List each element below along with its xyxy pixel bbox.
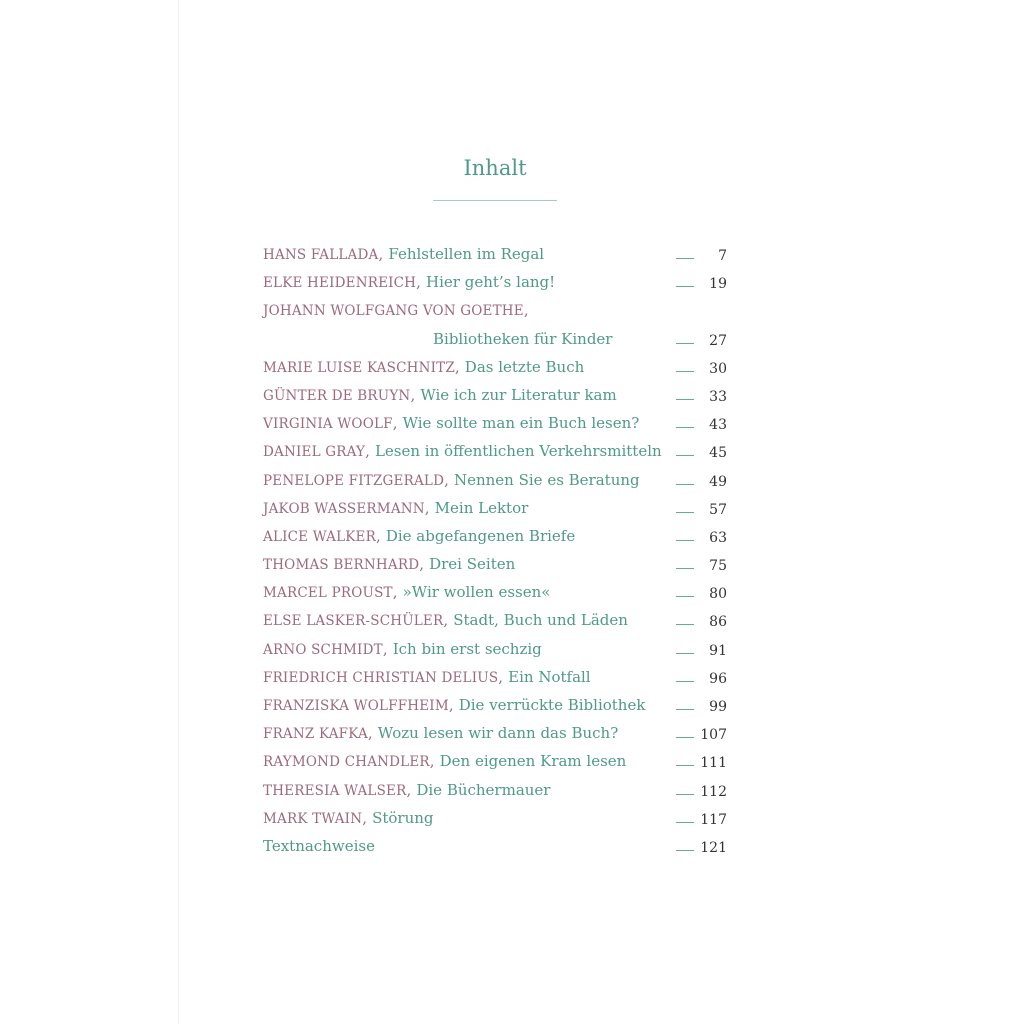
entry-page-number: 99 bbox=[709, 699, 727, 715]
entry-separator: , bbox=[454, 357, 460, 376]
page-gutter-line bbox=[178, 0, 179, 1024]
entry-author: FRANZ KAFKA bbox=[263, 726, 368, 743]
entry-title: Stadt, Buch und Läden bbox=[453, 611, 628, 630]
entry-title: Störung bbox=[372, 808, 434, 827]
toc-entry[interactable] bbox=[263, 522, 733, 550]
entry-title: Die verrückte Bibliothek bbox=[458, 696, 646, 714]
leader-dash bbox=[676, 709, 694, 710]
leader-dash bbox=[676, 427, 694, 428]
entry-author: HANS FALLADA bbox=[263, 247, 379, 263]
entry-separator: , bbox=[444, 470, 449, 489]
entry-page-number: 33 bbox=[709, 388, 727, 405]
leader-dash bbox=[676, 794, 694, 795]
entry-title: Wie sollte man ein Buch lesen? bbox=[402, 414, 640, 433]
entry-title: Die Büchermauer bbox=[416, 780, 551, 799]
entry-separator: , bbox=[365, 442, 370, 461]
toc-entry-credits[interactable] bbox=[263, 832, 733, 860]
leader-dash bbox=[676, 850, 694, 851]
toc-entry[interactable] bbox=[263, 437, 733, 465]
leader-dash bbox=[676, 399, 694, 400]
toc-entry[interactable] bbox=[263, 381, 733, 409]
entry-title: Den eigenen Kram lesen bbox=[439, 752, 627, 771]
toc-entry-title-line[interactable] bbox=[263, 325, 733, 353]
leader-dash bbox=[676, 343, 694, 344]
leader-dash bbox=[676, 455, 694, 456]
entry-page-number: 45 bbox=[709, 445, 727, 462]
leader-dash bbox=[676, 596, 694, 597]
entry-separator: , bbox=[410, 385, 416, 404]
entry-author: GÜNTER DE BRUYN bbox=[263, 387, 411, 404]
leader-dash bbox=[676, 484, 694, 485]
entry-page-number: 30 bbox=[709, 360, 727, 377]
leader-dash bbox=[676, 681, 694, 682]
entry-page-number: 57 bbox=[709, 501, 727, 518]
entry-title: Nennen Sie es Beratung bbox=[453, 470, 640, 489]
toc-entry[interactable] bbox=[263, 804, 733, 832]
entry-author: MARIE LUISE KASCHNITZ bbox=[263, 359, 455, 376]
toc-entry[interactable] bbox=[263, 466, 733, 494]
entry-author: DANIEL GRAY bbox=[263, 444, 366, 461]
entry-title: Lesen in öffentlichen Verkehrsmitteln bbox=[374, 442, 662, 461]
table-of-contents bbox=[263, 240, 733, 860]
entry-author: MARCEL PROUST bbox=[263, 585, 393, 602]
entry-author: THERESIA WALSER bbox=[263, 782, 407, 799]
entry-title: Wozu lesen wir dann das Buch? bbox=[377, 724, 619, 743]
toc-entry[interactable] bbox=[263, 663, 733, 691]
entry-page-number: 63 bbox=[709, 529, 727, 546]
entry-title: Fehlstellen im Regal bbox=[388, 245, 545, 263]
entry-page-number: 80 bbox=[709, 586, 727, 603]
entry-author: VIRGINIA WOOLF bbox=[263, 416, 393, 433]
entry-author: MARK TWAIN bbox=[263, 810, 363, 827]
toc-entry[interactable] bbox=[263, 719, 733, 747]
entry-page-number: 121 bbox=[700, 839, 727, 856]
entry-page-number: 43 bbox=[709, 417, 727, 434]
entry-separator: , bbox=[448, 696, 454, 714]
entry-title: Wie ich zur Literatur kam bbox=[420, 385, 617, 404]
page-title: Inhalt bbox=[463, 156, 527, 180]
entry-separator: , bbox=[523, 301, 529, 320]
toc-entry[interactable] bbox=[263, 550, 733, 578]
leader-dash bbox=[676, 568, 694, 569]
toc-entry[interactable] bbox=[263, 409, 733, 437]
entry-title: Drei Seiten bbox=[429, 555, 516, 574]
entry-author: ELSE LASKER-SCHÜLER bbox=[263, 613, 444, 630]
toc-entry[interactable] bbox=[263, 240, 733, 268]
toc-entry[interactable] bbox=[263, 578, 733, 606]
entry-page-number: 7 bbox=[718, 248, 727, 264]
entry-title: Bibliotheken für Kinder bbox=[433, 329, 613, 348]
toc-entry[interactable] bbox=[263, 691, 733, 719]
entry-separator: , bbox=[375, 526, 381, 545]
entry-page-number: 27 bbox=[709, 332, 727, 349]
entry-title: Mein Lektor bbox=[434, 498, 529, 517]
title-underline bbox=[433, 200, 557, 201]
entry-page-number: 111 bbox=[700, 755, 727, 772]
entry-separator: , bbox=[378, 245, 384, 263]
toc-entry-author-line[interactable] bbox=[263, 296, 733, 324]
entry-page-number: 107 bbox=[700, 727, 727, 744]
entry-title: Ich bin erst sechzig bbox=[392, 639, 542, 658]
entry-separator: , bbox=[416, 273, 421, 292]
toc-entry[interactable] bbox=[263, 268, 733, 296]
entry-author: ARNO SCHMIDT bbox=[263, 641, 383, 658]
entry-author: RAYMOND CHANDLER bbox=[263, 754, 430, 771]
entry-page-number: 19 bbox=[709, 276, 727, 293]
toc-entry[interactable] bbox=[263, 776, 733, 804]
entry-author: FRIEDRICH CHRISTIAN DELIUS bbox=[263, 669, 499, 686]
leader-dash bbox=[676, 258, 694, 259]
entry-author: FRANZISKA WOLFFHEIM bbox=[263, 698, 449, 714]
toc-entry[interactable] bbox=[263, 747, 733, 775]
leader-dash bbox=[676, 822, 694, 823]
leader-dash bbox=[676, 737, 694, 738]
leader-dash bbox=[676, 371, 694, 372]
leader-dash bbox=[676, 653, 694, 654]
toc-entry[interactable] bbox=[263, 606, 733, 634]
entry-separator: , bbox=[498, 667, 504, 686]
leader-dash bbox=[676, 765, 694, 766]
entry-author: JOHANN WOLFGANG VON GOETHE bbox=[263, 303, 524, 320]
entry-separator: , bbox=[419, 555, 425, 574]
entry-page-number: 49 bbox=[709, 473, 727, 490]
entry-author: ELKE HEIDENREICH bbox=[263, 275, 417, 292]
entry-page-number: 96 bbox=[709, 670, 727, 687]
entry-separator: , bbox=[429, 752, 435, 771]
entry-page-number: 112 bbox=[700, 783, 727, 800]
entry-title: Die abgefangenen Briefe bbox=[385, 526, 576, 545]
entry-page-number: 75 bbox=[709, 558, 727, 575]
entry-separator: , bbox=[367, 724, 373, 743]
entry-page-number: 86 bbox=[709, 614, 727, 631]
entry-separator: , bbox=[392, 583, 398, 602]
leader-dash bbox=[676, 286, 694, 287]
entry-separator: , bbox=[406, 780, 412, 799]
entry-author: ALICE WALKER bbox=[263, 528, 376, 545]
entry-title: Das letzte Buch bbox=[464, 357, 585, 376]
entry-page-number: 117 bbox=[700, 811, 727, 828]
entry-title: »Wir wollen essen« bbox=[402, 583, 551, 602]
entry-author: THOMAS BERNHARD bbox=[263, 557, 420, 574]
leader-dash bbox=[676, 624, 694, 625]
entry-separator: , bbox=[382, 639, 388, 658]
toc-entry[interactable] bbox=[263, 353, 733, 381]
entry-title: Ein Notfall bbox=[508, 667, 591, 686]
leader-dash bbox=[676, 540, 694, 541]
entry-author: PENELOPE FITZGERALD bbox=[263, 472, 445, 489]
entry-separator: , bbox=[392, 414, 398, 433]
entry-separator: , bbox=[362, 808, 367, 827]
leader-dash bbox=[676, 512, 694, 513]
toc-entry[interactable] bbox=[263, 494, 733, 522]
entry-title: Hier geht’s lang! bbox=[426, 273, 556, 292]
entry-separator: , bbox=[443, 611, 449, 630]
entry-separator: , bbox=[424, 498, 430, 517]
toc-entry[interactable] bbox=[263, 635, 733, 663]
entry-title: Textnachweise bbox=[263, 836, 375, 855]
entry-author: JAKOB WASSERMANN bbox=[263, 500, 425, 517]
entry-page-number: 91 bbox=[709, 642, 727, 659]
